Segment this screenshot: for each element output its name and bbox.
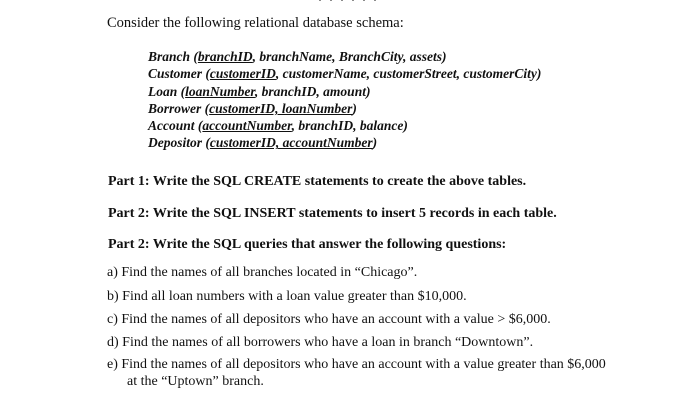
primary-key: accountNumber [202, 118, 292, 134]
question-a: a) Find the names of all branches located in “Chicago”. [107, 265, 418, 280]
question-b: b) Find all loan numbers with a loan value greater than $10,000. [107, 289, 467, 304]
attributes: , branchName, BranchCity, assets) [252, 49, 447, 64]
question-e-line-1: e) Find the names of all depositors who have an account with a value greater than $6,000 [107, 357, 606, 372]
cropped-top-text: · · · · · · [318, 0, 379, 7]
primary-key: customerID [209, 66, 276, 82]
table-name: Loan [148, 83, 178, 99]
primary-key: loanNumber [185, 83, 255, 99]
question-c: c) Find the names of all depositors who have an account with a value > $6,000. [107, 312, 551, 327]
schema-loan: Loan (loanNumber, branchID, amount) [148, 83, 371, 99]
attributes: , branchID, balance) [291, 118, 408, 134]
table-name: Depositor [148, 135, 202, 151]
table-name: Borrower [148, 100, 202, 116]
schema-branch: Branch (branchID, branchName, BranchCity, assets) [148, 49, 447, 64]
primary-key: customerID, accountNumber [209, 135, 373, 151]
schema-borrower: Borrower (customerID, loanNumber) [148, 100, 357, 116]
attributes: ) [352, 100, 357, 116]
primary-key: customerID, loanNumber [209, 100, 353, 116]
intro-text: Consider the following relational database schema: [107, 15, 404, 31]
question-e-line-2: at the “Uptown” branch. [127, 374, 264, 389]
part-2-queries-heading: Part 2: Write the SQL queries that answer the following questions: [108, 237, 507, 252]
primary-key: branchID [197, 49, 253, 64]
question-d: d) Find the names of all borrowers who have a loan in branch “Downtown”. [107, 335, 534, 350]
part-2-insert-heading: Part 2: Write the SQL INSERT statements to insert 5 records in each table. [108, 206, 557, 221]
table-name: Account [148, 118, 195, 134]
attributes: ) [372, 135, 378, 151]
schema-depositor: Depositor (customerID, accountNumber) [148, 135, 378, 151]
attributes: , branchID, amount) [254, 83, 371, 99]
schema-list [148, 48, 541, 152]
attributes: , customerName, customerStreet, customerCity) [275, 66, 542, 82]
table-name: Customer [148, 66, 203, 82]
schema-customer: Customer (customerID, customerName, customerStreet, customerCity) [148, 66, 542, 82]
part-1-heading: Part 1: Write the SQL CREATE statements to create the above tables. [108, 174, 527, 189]
question-e [107, 356, 606, 390]
table-name: Branch [148, 49, 191, 64]
schema-account: Account (accountNumber, branchID, balance) [148, 118, 408, 134]
